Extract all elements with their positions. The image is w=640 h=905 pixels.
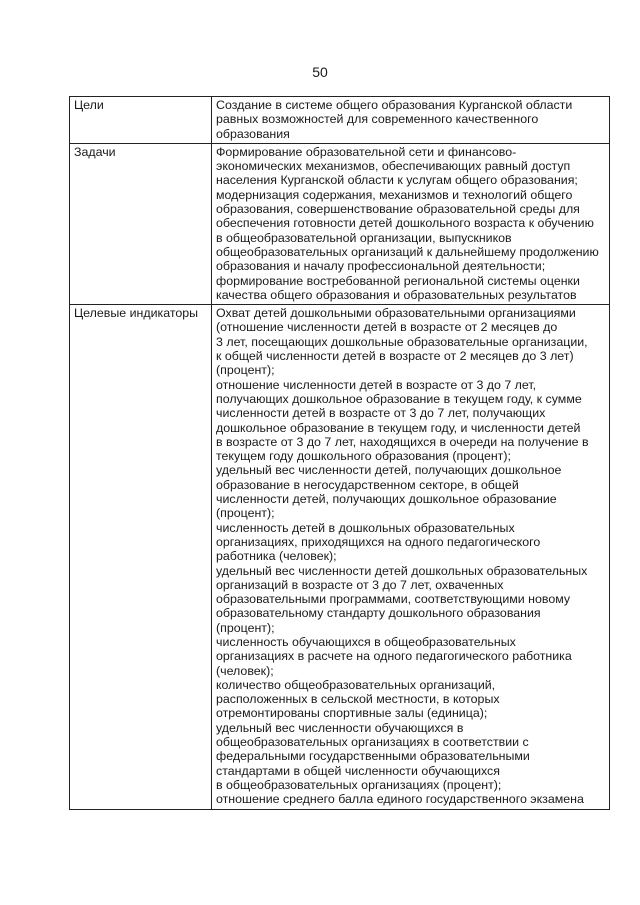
content-line: общеобразовательных организациях в соответствии с	[216, 735, 529, 750]
content-line: федеральными государственными образовательными	[216, 749, 530, 764]
content-line: (отношение численности детей в возрасте от 2 месяцев до	[216, 320, 558, 335]
table-body	[70, 97, 610, 810]
content-line: численности детей, получающих дошкольное образование	[216, 492, 557, 507]
content-line: получающих дошкольное образование в текущем году, к сумме	[216, 391, 582, 406]
content-line: численности детей в возрасте от 3 до 7 лет, получающих	[216, 406, 546, 421]
row-label: Цели	[70, 97, 212, 144]
content-line: экономических механизмов, обеспечивающих равный доступ	[216, 159, 571, 174]
content-line: образования и началу профессиональной деятельности;	[216, 259, 546, 274]
tasks-row	[70, 143, 610, 304]
content-line: (процент);	[216, 620, 275, 635]
content-line: численность обучающихся в общеобразовательных	[216, 634, 516, 649]
content-line: дошкольное образование в текущем году, и численности детей	[216, 420, 581, 435]
content-line: в общеобразовательных организациях (процент);	[216, 777, 502, 792]
content-line: к общей численности детей в возрасте от 2 месяцев до 3 лет)	[216, 349, 574, 364]
content-line: обеспечения готовности детей дошкольного возраста к обучению	[216, 216, 594, 231]
content-line: отремонтированы спортивные залы (единица);	[216, 706, 488, 721]
row-content	[212, 97, 610, 144]
content-line: в возрасте от 3 до 7 лет, находящихся в очереди на получение в	[216, 434, 589, 449]
content-line: формирование востребованной региональной системы оценки	[216, 273, 580, 288]
content-line: (процент);	[216, 363, 275, 378]
content-line: модернизация содержания, механизмов и технологий общего	[216, 187, 573, 202]
content-line: отношение среднего балла единого государственного экзамена	[216, 792, 584, 807]
row-content	[212, 143, 610, 304]
content-line: численность детей в дошкольных образовательных	[216, 520, 515, 535]
goals-row	[70, 97, 610, 144]
page-number: 50	[312, 64, 328, 80]
content-line: в общеобразовательной организации, выпускников	[216, 230, 512, 245]
content-line: количество общеобразовательных организаций,	[216, 677, 496, 692]
content-line: Создание в системе общего образования Курганской области	[216, 98, 573, 112]
content-line: организаций в возрасте от 3 до 7 лет, охваченных	[216, 577, 504, 592]
content-line: образовательному стандарту дошкольного образования	[216, 606, 541, 621]
content-line: образование в негосударственном секторе, в общей	[216, 477, 519, 492]
content-line: образования, совершенствование образовательной среды для	[216, 202, 580, 217]
content-line: организациях в расчете на одного педагогического работника	[216, 649, 572, 664]
content-line: 3 лет, посещающих дошкольные образовательные организации,	[216, 334, 588, 349]
content-line: (процент);	[216, 506, 275, 521]
indicators-row	[70, 305, 610, 809]
content-line: образования	[216, 126, 290, 141]
content-line: населения Курганской области к услугам общего образования;	[216, 173, 578, 188]
content-line: общеобразовательных организаций к дальнейшему продолжению	[216, 244, 599, 259]
row-label: Целевые индикаторы	[70, 305, 212, 809]
content-line: удельный вес численности детей, получающих дошкольное	[216, 463, 562, 478]
row-content	[212, 305, 610, 809]
content-line: работника (человек);	[216, 549, 337, 564]
content-line: текущем году дошкольного образования (процент);	[216, 449, 511, 464]
content-line: отношение численности детей в возрасте от 3 до 7 лет,	[216, 377, 537, 392]
content-line: (человек);	[216, 663, 274, 678]
content-line: организациях, приходящихся на одного педагогического	[216, 534, 541, 549]
content-line: удельный вес численности обучающихся в	[216, 720, 464, 735]
content-line: образовательными программами, соответствующими новому	[216, 592, 571, 607]
content-line: Охват детей дошкольными образовательными организациями	[216, 306, 576, 321]
content-line: расположенных в сельской местности, в которых	[216, 692, 500, 707]
content-line: удельный вес численности детей дошкольных образовательных	[216, 563, 588, 578]
row-label: Задачи	[70, 143, 212, 304]
goals-table	[69, 96, 610, 810]
content-line: стандартами в общей численности обучающихся	[216, 763, 500, 778]
content-line: равных возможностей для современного качественного	[216, 112, 539, 127]
content-line: Формирование образовательной сети и финансово-	[216, 144, 517, 159]
content-line: качества общего образования и образовательных результатов	[216, 287, 577, 302]
